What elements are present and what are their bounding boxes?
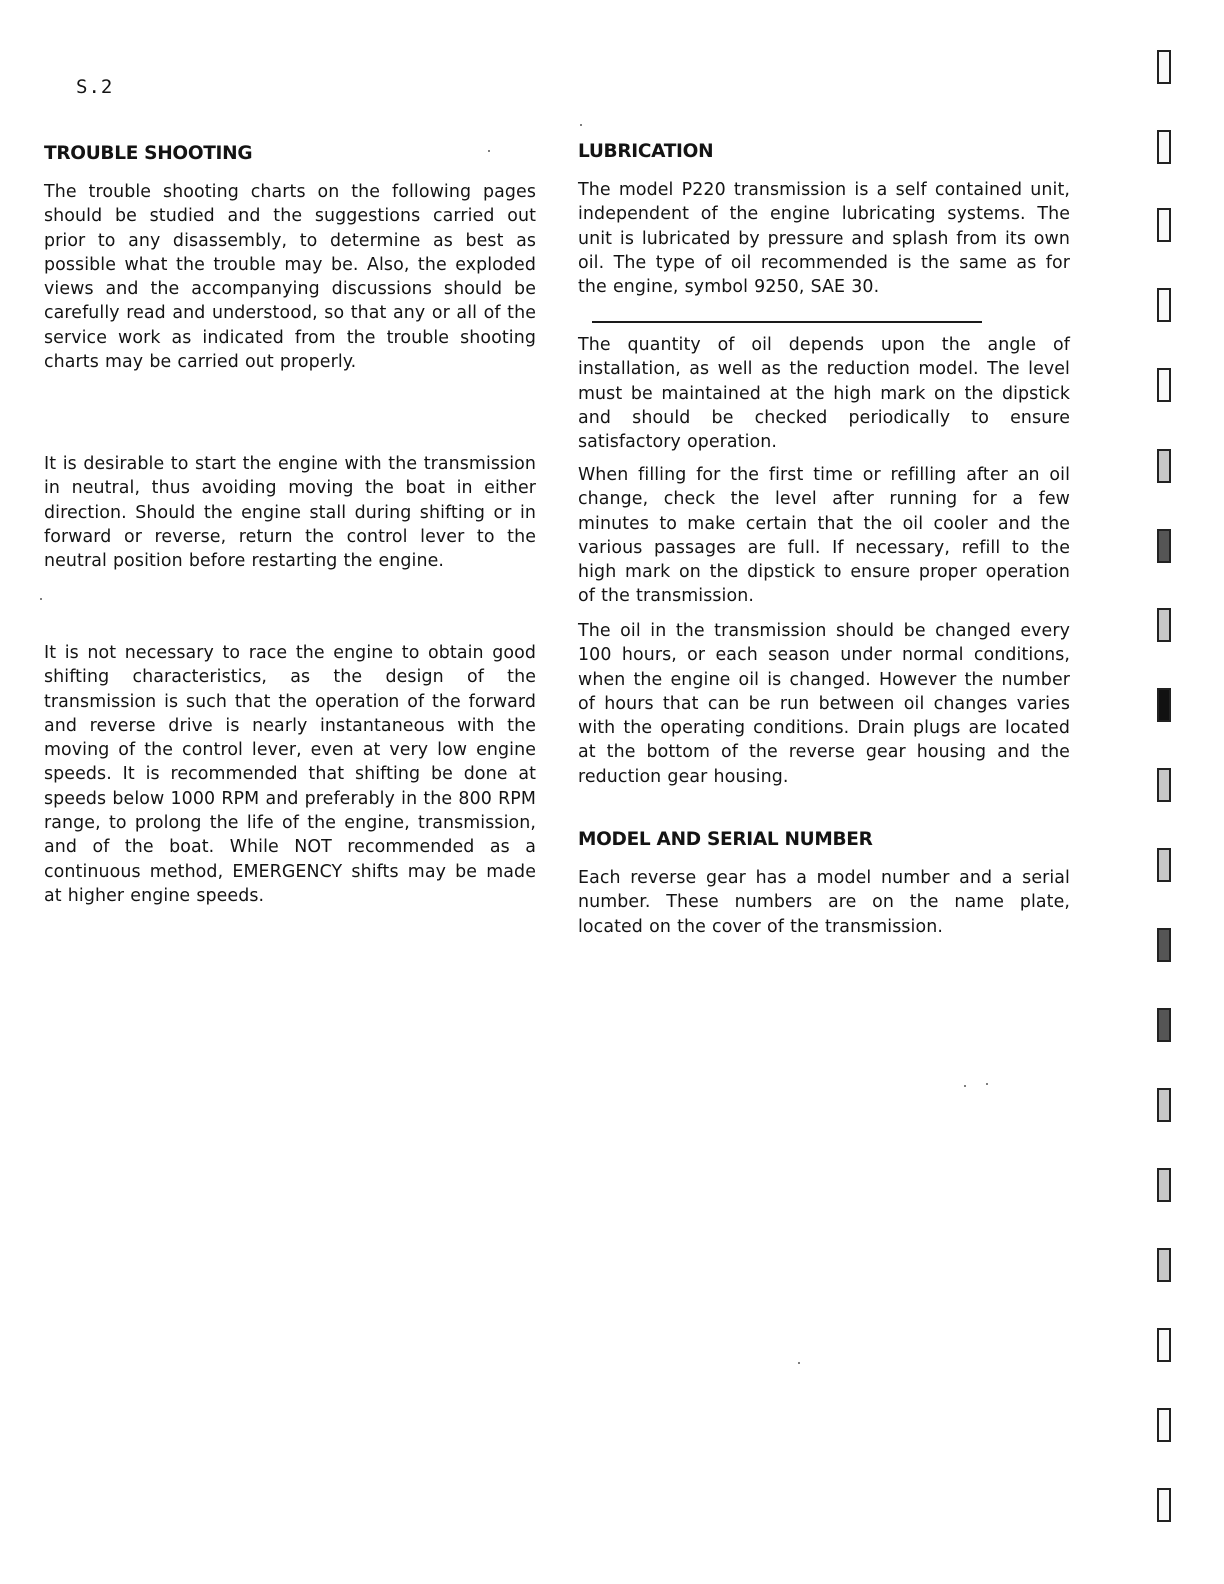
binding-hole: [1157, 50, 1171, 84]
binding-hole: [1157, 1248, 1171, 1282]
trouble-shooting-paragraph-2: It is desirable to start the engine with the transmission in neutral, thus avoiding moving the boat in either direction. Should the engine stall during shifting or in forward or reverse, return the control lever to the neutral position before restarting the engine.: [44, 454, 536, 572]
scan-speck: [964, 1085, 966, 1087]
binding-hole: [1157, 848, 1171, 882]
binding-hole: [1157, 288, 1171, 322]
binding-hole: [1157, 928, 1171, 962]
binding-hole: [1157, 1488, 1171, 1522]
trouble-shooting-heading: TROUBLE SHOOTING: [44, 143, 253, 164]
binding-hole: [1157, 130, 1171, 164]
model-serial-paragraph: Each reverse gear has a model number and a serial number. These numbers are on the name plate, located on the cover of the transmission.: [578, 868, 1070, 937]
binding-hole: [1157, 449, 1171, 483]
binding-hole: [1157, 368, 1171, 402]
lubrication-paragraph-4: The oil in the transmission should be changed every 100 hours, or each season under normal conditions, when the engine oil is changed. However the number of hours that can be run between oil changes varies with the operating conditions. Drain plugs are located at the bottom of the reverse gear housing and the reduction gear housing.: [578, 621, 1070, 787]
scan-speck: [986, 1083, 988, 1085]
model-serial-heading: MODEL AND SERIAL NUMBER: [578, 829, 873, 850]
scan-speck: [580, 124, 582, 126]
binding-hole: [1157, 1008, 1171, 1042]
binding-hole: [1157, 1328, 1171, 1362]
binding-hole: [1157, 1168, 1171, 1202]
page-number: S.2: [76, 76, 114, 98]
scan-speck: [798, 1362, 800, 1364]
lubrication-paragraph-2: The quantity of oil depends upon the angle of installation, as well as the reduction model. The level must be maintained at the high mark on the dipstick and should be checked periodically to ensure satisfactory operation.: [578, 335, 1070, 453]
binding-hole: [1157, 1088, 1171, 1122]
scan-speck: [40, 598, 42, 600]
binding-hole: [1157, 208, 1171, 242]
lubrication-paragraph-1: The model P220 transmission is a self contained unit, independent of the engine lubricating systems. The unit is lubricated by pressure and splash from its own oil. The type of oil recommended is the same as for the engine, symbol 9250, SAE 30.: [578, 180, 1070, 298]
scan-speck: [488, 150, 490, 152]
binding-hole: [1157, 1408, 1171, 1442]
lubrication-heading: LUBRICATION: [578, 141, 714, 162]
trouble-shooting-paragraph-1: The trouble shooting charts on the following pages should be studied and the suggestions carried out prior to any disassembly, to determine as best as possible what the trouble may be. Also, the exploded views and the accompanying discussions should be carefully read and understood, so that any or all of the service work as indicated from the trouble shooting charts may be carried out properly.: [44, 182, 536, 373]
trouble-shooting-paragraph-3: It is not necessary to race the engine to obtain good shifting characteristics, as the design of the transmission is such that the operation of the forward and reverse drive is nearly instantaneous with the moving of the control lever, even at very low engine speeds. It is recommended that shifting be done at speeds below 1000 RPM and preferably in the 800 RPM range, to prolong the life of the engine, transmission, and of the boat. While NOT recommended as a continuous method, EMERGENCY shifts may be made at higher engine speeds.: [44, 643, 536, 906]
binding-hole: [1157, 768, 1171, 802]
handwritten-underline: [592, 321, 982, 323]
binding-hole: [1157, 529, 1171, 563]
binding-hole: [1157, 688, 1171, 722]
lubrication-paragraph-3: When filling for the first time or refilling after an oil change, check the level after running for a few minutes to make certain that the oil cooler and the various passages are full. If necessary, refill to the high mark on the dipstick to ensure proper operation of the transmission.: [578, 465, 1070, 607]
binding-hole: [1157, 608, 1171, 642]
